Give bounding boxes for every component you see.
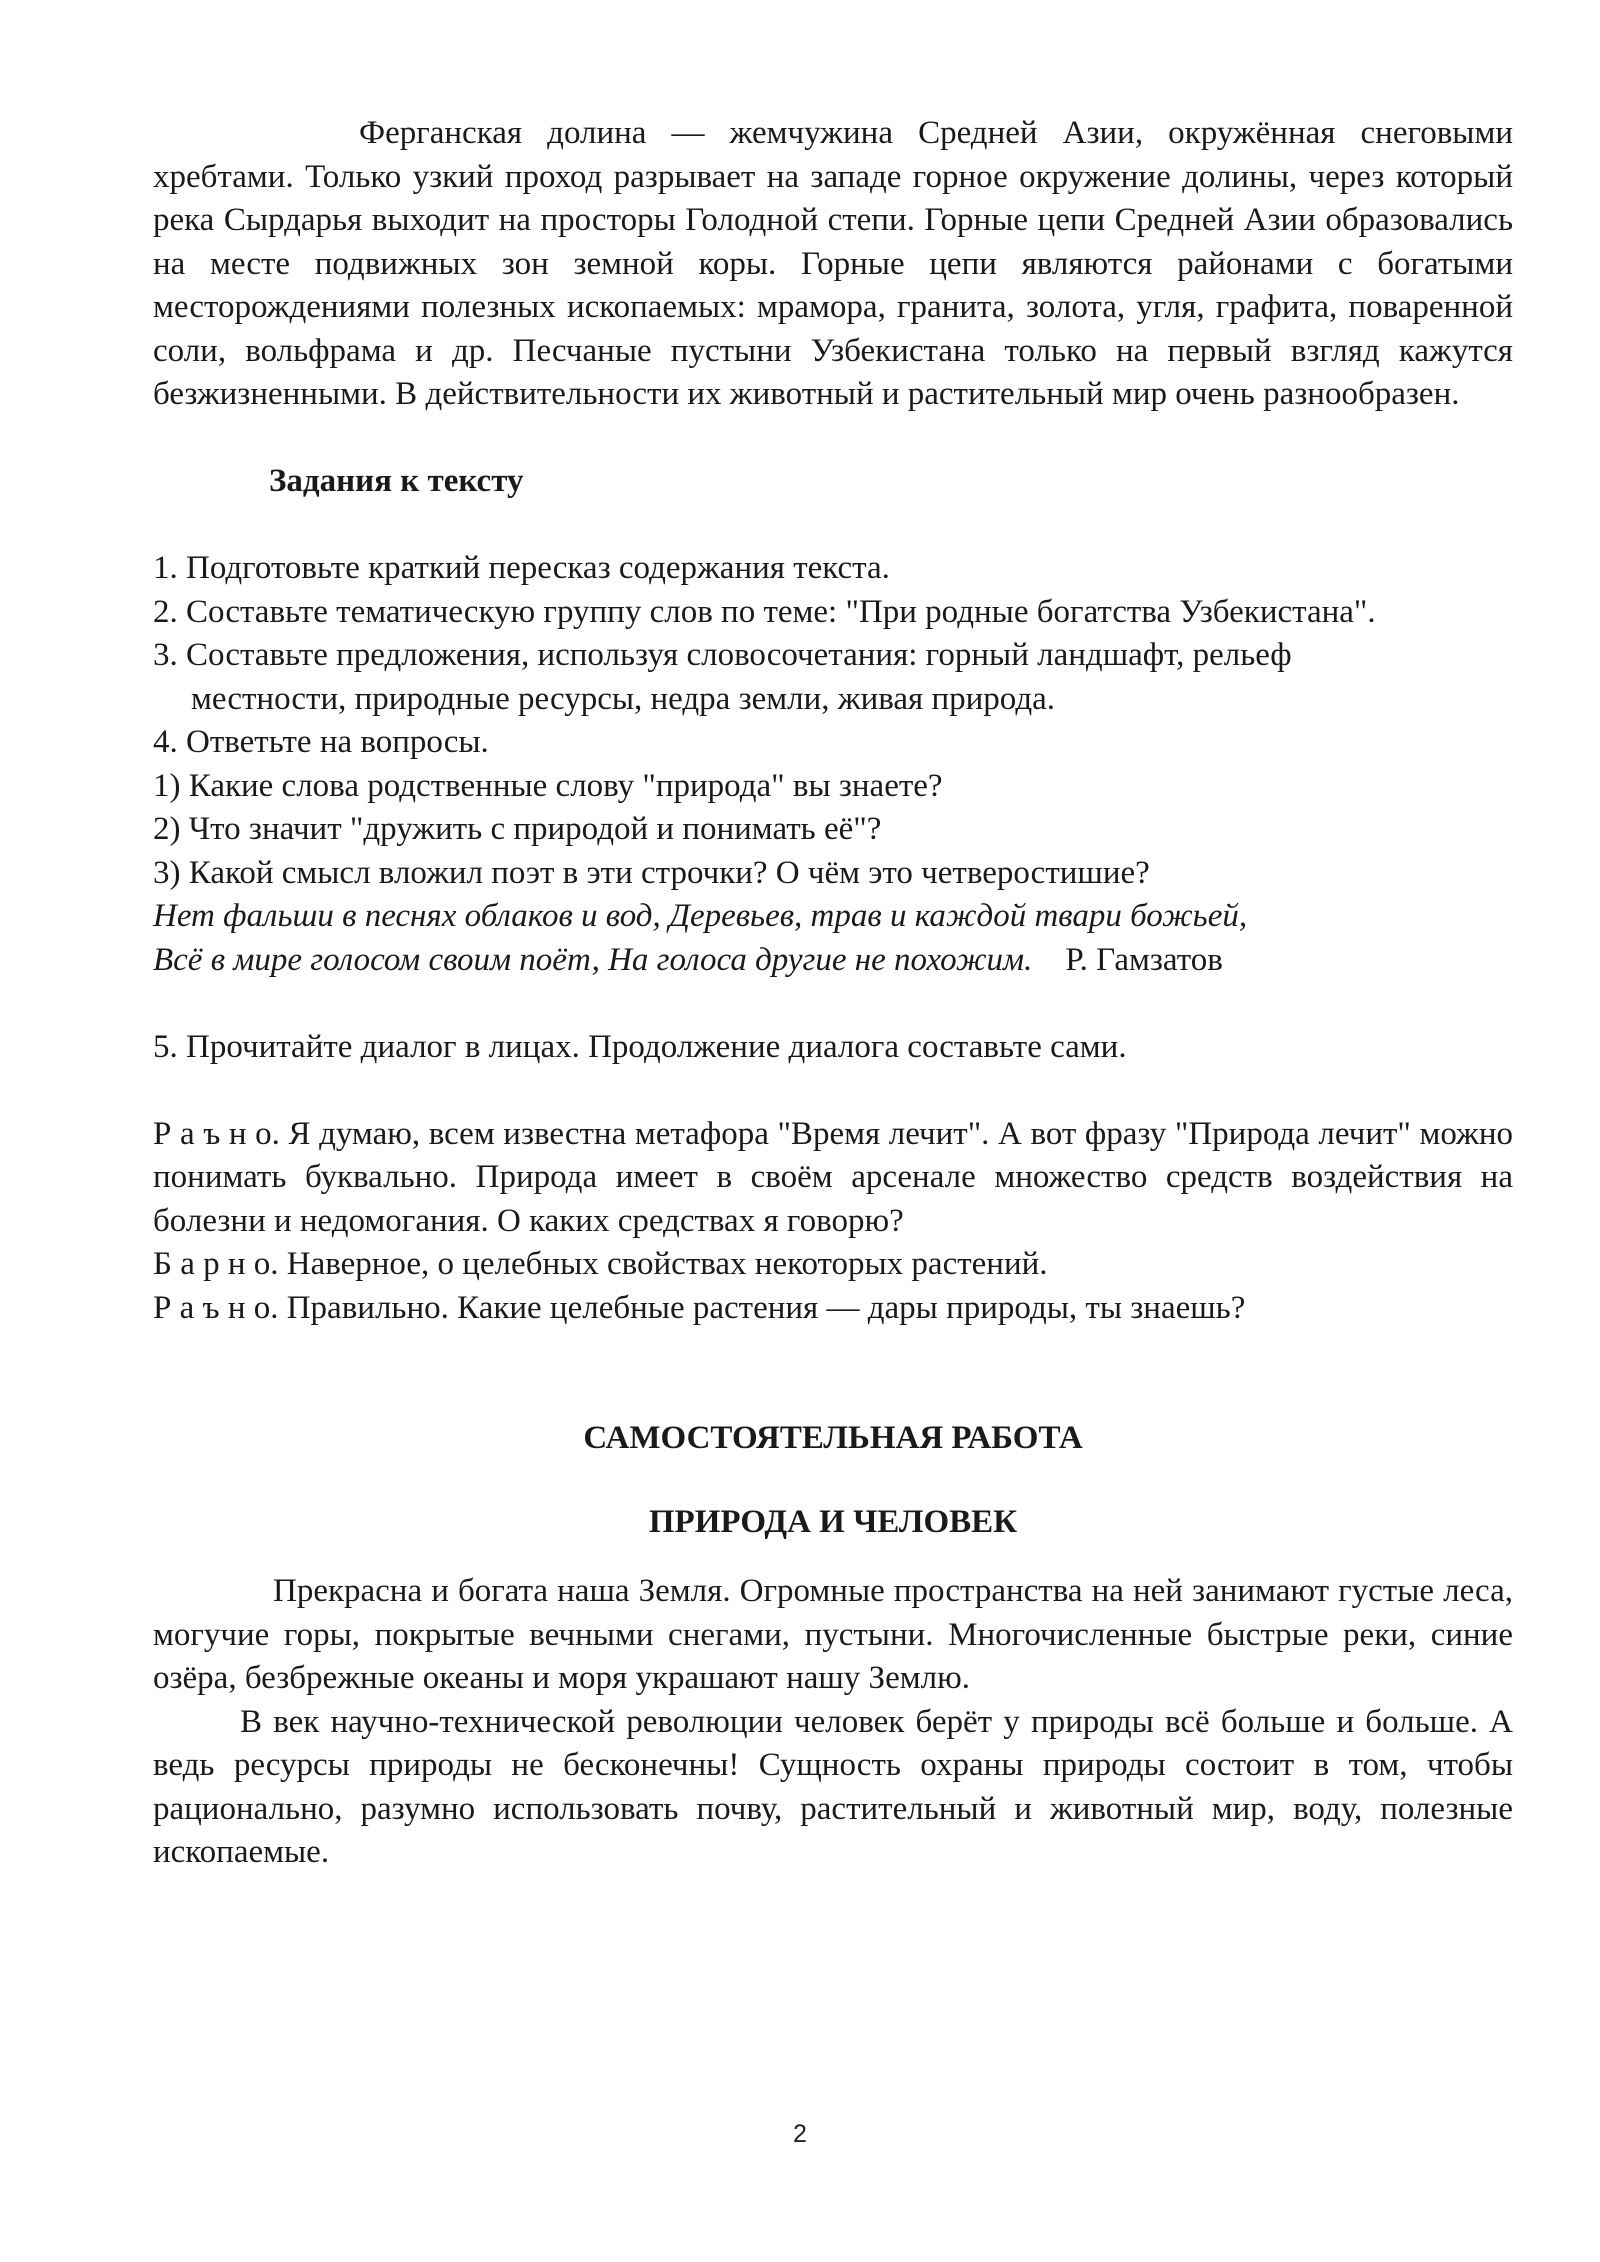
tasks-list (153, 547, 1513, 1069)
question-1: 1) Какие слова родственные слову "природа" вы знаете? (153, 767, 943, 804)
poem-line-2-row (153, 939, 1513, 983)
section-paragraph-2: В век научно-технической революции человек берёт у природы всё больше и больше. А ведь ресурсы природы не бесконечны! Сущность охраны природы состоит в том, чтобы рационально, разумно использовать почву, растительный и животный мир, воду, полезные ископаемые. (153, 1703, 1513, 1870)
task-item-2: 2. Составьте тематическую группу слов по теме: "При родные богатства Узбекистана". (153, 593, 1376, 630)
question-3: 3) Какой смысл вложил поэт в эти строчки? О чём это четверостишие? (153, 854, 1150, 891)
intro-paragraph: Ферганская долина — жемчужина Средней Азии, окружённая снеговыми хребтами. Только узкий проход разрывает на западе горное окружение долины, через который река Сырдарья выходит на просторы Голодной степи. Горные цепи Средней Азии образовались на месте подвижных зон земной коры. Горные цепи являются районами с богатыми месторождениями полезных ископаемых: мрамора, гранита, золота, угля, графита, поваренной соли, вольфрама и др. Песчаные пустыни Узбекистана только на первый взгляд кажутся безжизненными. В действительности их животный и растительный мир очень разнообразен. (153, 115, 1513, 412)
task-item-4: 4. Ответьте на вопросы. (153, 724, 489, 760)
poem-line-2: Всё в мире голосом своим поёт, На голоса другие не похожим. (153, 941, 1033, 978)
question-2: 2) Что значит "дружить с природой и понимать её"? (153, 811, 882, 847)
poem-author: Р. Гамзатов (1065, 941, 1223, 978)
document-page (153, 112, 1513, 1875)
section-paragraph-1: Прекрасна и богата наша Земля. Огромные пространства на ней занимают густые леса, могучие горы, покрытые вечными снегами, пустыни. Многочисленные быстрые реки, синие озёра, безбрежные океаны и моря украшают нашу Землю. (153, 1573, 1513, 1696)
tasks-heading: Задания к тексту (269, 463, 524, 499)
dialogue-line-3: Р а ъ н о. Правильно. Какие целебные растения — дары природы, ты знаешь? (153, 1289, 1246, 1326)
dialogue-line-1: Р а ъ н о. Я думаю, всем известна метафора "Время лечит". А вот фразу "Природа лечит" можно понимать буквально. Природа имеет в своём арсенале множество средств воздействия на болезни и недомогания. О каких средствах я говорю? (153, 1115, 1513, 1239)
section-subtitle: ПРИРОДА И ЧЕЛОВЕК (648, 1503, 1018, 1540)
task-item-3: 3. Составьте предложения, используя словосочетания: горный ландшафт, рельеф местности, природные ресурсы, недра земли, живая природа. (153, 637, 1292, 717)
task-item-1: 1. Подготовьте краткий пересказ содержания текста. (153, 550, 890, 586)
poem-line-1: Нет фальши в песнях облаков и вод, Деревьев, трав и каждой твари божьей, (153, 898, 1248, 934)
dialogue (153, 1113, 1513, 1331)
task-item-5: 5. Прочитайте диалог в лицах. Продолжение диалога составьте сами. (153, 1028, 1127, 1065)
page-number: 2 (793, 2120, 807, 2148)
section-title: САМОСТОЯТЕЛЬНАЯ РАБОТА (583, 1420, 1083, 1456)
dialogue-line-2: Б а р н о. Наверное, о целебных свойствах некоторых растений. (153, 1246, 1048, 1282)
